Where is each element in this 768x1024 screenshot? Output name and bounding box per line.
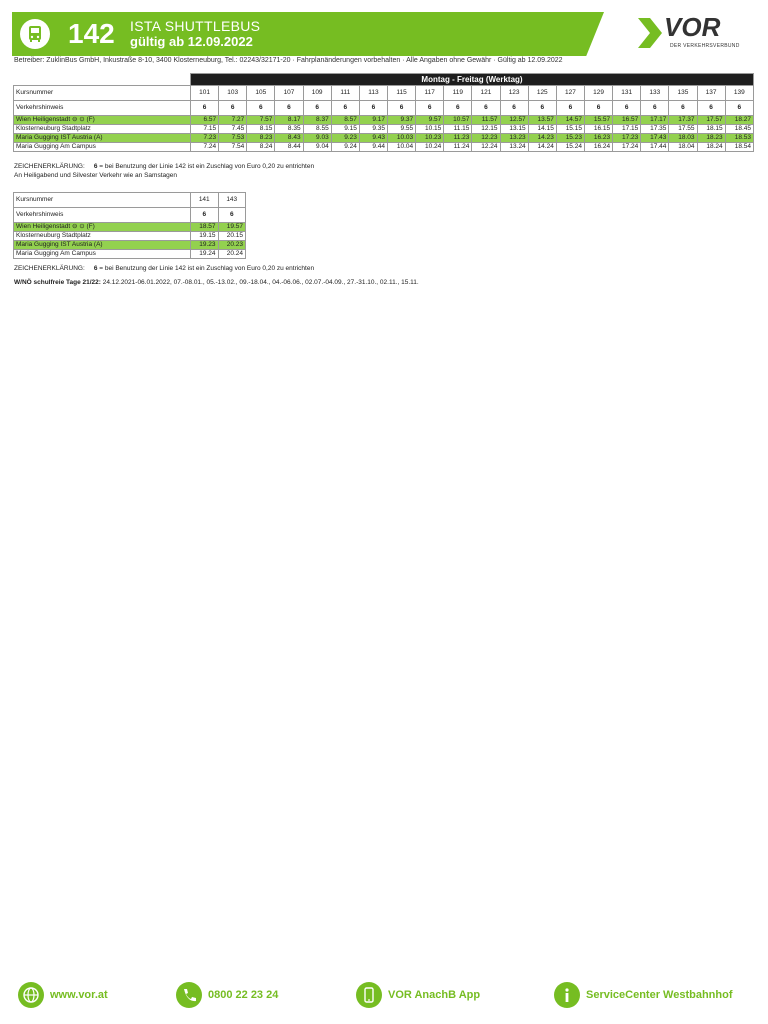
time-cell: 15.23 — [556, 134, 584, 143]
holiday-note: An Heiligabend und Silvester Verkehr wie an Samstagen — [14, 172, 177, 179]
time-cell: 13.15 — [500, 125, 528, 134]
stop-row — [14, 125, 754, 134]
time-cell: 9.15 — [331, 125, 359, 134]
time-cell: 18.23 — [697, 134, 725, 143]
time-cell: 113 — [359, 86, 387, 101]
time-cell: 6 — [528, 101, 556, 116]
time-cell: 16.57 — [613, 116, 641, 125]
row-label: Klosterneuburg Stadtplatz — [14, 125, 191, 134]
time-cell: 6 — [218, 208, 246, 223]
time-cell: 14.24 — [528, 143, 556, 152]
time-cell: 8.24 — [247, 143, 275, 152]
time-cell: 111 — [331, 86, 359, 101]
time-cell: 123 — [500, 86, 528, 101]
time-cell: 103 — [219, 86, 247, 101]
legend-text: = bei Benutzung der Linie 142 ist ein Zuschlag von Euro 0,20 zu entrichten — [99, 163, 315, 170]
time-cell: 9.44 — [359, 143, 387, 152]
time-cell: 19.23 — [191, 241, 219, 250]
time-cell: 12.57 — [500, 116, 528, 125]
time-cell: 6 — [641, 101, 669, 116]
time-cell: 121 — [472, 86, 500, 101]
phone-icon — [176, 982, 202, 1008]
time-cell: 10.24 — [416, 143, 444, 152]
legend-note-1 — [14, 163, 314, 170]
time-cell: 9.03 — [303, 134, 331, 143]
time-cell: 9.35 — [359, 125, 387, 134]
time-cell: 14.57 — [556, 116, 584, 125]
time-cell: 14.23 — [528, 134, 556, 143]
footer — [0, 980, 768, 1012]
time-cell: 7.54 — [219, 143, 247, 152]
time-cell: 15.57 — [584, 116, 612, 125]
time-cell: 18.53 — [725, 134, 753, 143]
time-cell: 17.35 — [641, 125, 669, 134]
time-cell: 11.23 — [444, 134, 472, 143]
time-cell: 17.44 — [641, 143, 669, 152]
bus-icon — [20, 19, 50, 49]
time-cell: 17.17 — [641, 116, 669, 125]
row-label: Maria Gugging Am Campus — [14, 143, 191, 152]
row-label: Maria Gugging Am Campus — [14, 250, 191, 259]
time-cell: 8.23 — [247, 134, 275, 143]
time-cell: 16.23 — [584, 134, 612, 143]
time-cell: 9.24 — [331, 143, 359, 152]
header-banner — [12, 12, 604, 56]
time-cell: 9.17 — [359, 116, 387, 125]
header-spacer — [14, 74, 191, 86]
day-header-row — [14, 74, 754, 86]
time-cell: 17.43 — [641, 134, 669, 143]
evening-timetable — [13, 192, 246, 259]
time-cell: 131 — [613, 86, 641, 101]
smartphone-icon — [356, 982, 382, 1008]
row-label: Verkehrshinweis — [14, 208, 191, 223]
legend-symbol: 6 — [93, 163, 98, 170]
time-cell: 13.57 — [528, 116, 556, 125]
time-cell: 10.04 — [387, 143, 415, 152]
time-cell: 9.23 — [331, 134, 359, 143]
school-free-days — [14, 279, 419, 286]
time-cell: 18.03 — [669, 134, 697, 143]
time-cell: 9.37 — [387, 116, 415, 125]
legend-note-2 — [14, 265, 314, 272]
time-cell: 8.17 — [275, 116, 303, 125]
stop-row — [14, 241, 246, 250]
stop-row — [14, 143, 754, 152]
row-label: Maria Gugging IST Austria (A) — [14, 134, 191, 143]
time-cell: 101 — [191, 86, 219, 101]
course-row — [14, 86, 754, 101]
footer-app-text: VOR AnachB App — [388, 989, 481, 1001]
row-label: Verkehrshinweis — [14, 101, 191, 116]
time-cell: 107 — [275, 86, 303, 101]
time-cell: 17.55 — [669, 125, 697, 134]
time-cell: 6 — [669, 101, 697, 116]
time-cell: 6 — [275, 101, 303, 116]
footer-service-text: ServiceCenter Westbahnhof — [586, 989, 733, 1001]
time-cell: 7.53 — [219, 134, 247, 143]
time-cell: 19.15 — [191, 232, 219, 241]
time-cell: 11.15 — [444, 125, 472, 134]
time-cell: 14.15 — [528, 125, 556, 134]
time-cell: 18.54 — [725, 143, 753, 152]
footer-phone-text: 0800 22 23 24 — [208, 989, 279, 1001]
stop-row — [14, 134, 754, 143]
row-label: Kursnummer — [14, 86, 191, 101]
time-cell: 20.24 — [218, 250, 246, 259]
time-cell: 12.24 — [472, 143, 500, 152]
legend-prefix: ZEICHENERKLÄRUNG: — [14, 265, 85, 272]
time-cell: 6 — [219, 101, 247, 116]
time-cell: 7.24 — [191, 143, 219, 152]
time-cell: 105 — [247, 86, 275, 101]
vor-logo-word: VOR — [664, 12, 721, 42]
time-cell: 18.04 — [669, 143, 697, 152]
time-cell: 9.55 — [387, 125, 415, 134]
time-cell: 6 — [472, 101, 500, 116]
time-cell: 10.23 — [416, 134, 444, 143]
time-cell: 6 — [444, 101, 472, 116]
time-cell: 6 — [387, 101, 415, 116]
time-cell: 18.24 — [697, 143, 725, 152]
school-free-label: W/NÖ schulfreie Tage 21/22: — [14, 279, 101, 286]
time-cell: 8.57 — [331, 116, 359, 125]
time-cell: 9.43 — [359, 134, 387, 143]
row-label: Kursnummer — [14, 193, 191, 208]
time-cell: 17.37 — [669, 116, 697, 125]
time-cell: 18.57 — [191, 223, 219, 232]
time-cell: 7.45 — [219, 125, 247, 134]
time-cell: 8.43 — [275, 134, 303, 143]
time-cell: 15.24 — [556, 143, 584, 152]
time-cell: 17.15 — [613, 125, 641, 134]
time-cell: 8.44 — [275, 143, 303, 152]
time-cell: 7.15 — [191, 125, 219, 134]
time-cell: 8.55 — [303, 125, 331, 134]
legend-text: = bei Benutzung der Linie 142 ist ein Zuschlag von Euro 0,20 zu entrichten — [99, 265, 315, 272]
time-cell: 20.23 — [218, 241, 246, 250]
stop-row — [14, 223, 246, 232]
note-row — [14, 208, 246, 223]
time-cell: 8.35 — [275, 125, 303, 134]
line-number: 142 — [68, 18, 115, 49]
time-cell: 6 — [191, 101, 219, 116]
time-cell: 13.23 — [500, 134, 528, 143]
time-cell: 13.24 — [500, 143, 528, 152]
stop-row — [14, 116, 754, 125]
time-cell: 17.23 — [613, 134, 641, 143]
row-label: Klosterneuburg Stadtplatz — [14, 232, 191, 241]
time-cell: 6 — [331, 101, 359, 116]
time-cell: 117 — [416, 86, 444, 101]
time-cell: 7.23 — [191, 134, 219, 143]
day-type-header: Montag - Freitag (Werktag) — [191, 74, 754, 86]
row-label: Maria Gugging IST Austria (A) — [14, 241, 191, 250]
time-cell: 10.03 — [387, 134, 415, 143]
time-cell: 16.15 — [584, 125, 612, 134]
time-cell: 6 — [247, 101, 275, 116]
time-cell: 6 — [584, 101, 612, 116]
time-cell: 137 — [697, 86, 725, 101]
operator-info: Betreiber: ZuklinBus GmbH, Inkustraße 8-10, 3400 Klosterneuburg, Tel.: 02243/32171-20 · Fahrplanänderungen vorbehalten · Alle Angaben ohne Gewähr · Gültig ab 12.09.2022 — [14, 57, 563, 64]
time-cell: 7.27 — [219, 116, 247, 125]
time-cell: 6 — [359, 101, 387, 116]
vor-logo — [636, 12, 754, 54]
time-cell: 10.57 — [444, 116, 472, 125]
globe-icon — [18, 982, 44, 1008]
note-row — [14, 101, 754, 116]
time-cell: 18.27 — [725, 116, 753, 125]
time-cell: 143 — [218, 193, 246, 208]
time-cell: 6.57 — [191, 116, 219, 125]
time-cell: 12.15 — [472, 125, 500, 134]
time-cell: 6 — [725, 101, 753, 116]
time-cell: 7.57 — [247, 116, 275, 125]
row-label: Wien Heiligenstadt ⊖ ⊙ (F) — [14, 223, 191, 232]
vor-logo-mark — [636, 16, 664, 50]
time-cell: 6 — [191, 208, 219, 223]
time-cell: 6 — [697, 101, 725, 116]
info-icon — [554, 982, 580, 1008]
time-cell: 127 — [556, 86, 584, 101]
time-cell: 9.57 — [416, 116, 444, 125]
time-cell: 19.57 — [218, 223, 246, 232]
time-cell: 16.24 — [584, 143, 612, 152]
time-cell: 109 — [303, 86, 331, 101]
time-cell: 125 — [528, 86, 556, 101]
time-cell: 20.15 — [218, 232, 246, 241]
time-cell: 6 — [500, 101, 528, 116]
time-cell: 18.45 — [725, 125, 753, 134]
time-cell: 11.24 — [444, 143, 472, 152]
stop-row — [14, 232, 246, 241]
time-cell: 9.04 — [303, 143, 331, 152]
valid-from: gültig ab 12.09.2022 — [130, 34, 253, 49]
time-cell: 17.24 — [613, 143, 641, 152]
row-label: Wien Heiligenstadt ⊖ ⊙ (F) — [14, 116, 191, 125]
time-cell: 135 — [669, 86, 697, 101]
line-title: ISTA SHUTTLEBUS — [130, 18, 261, 34]
school-free-dates: 24.12.2021-06.01.2022, 07.-08.01., 05.-13.02., 09.-18.04., 04.-06.06., 02.07.-04.09., 27.-31.10., 02.11., 15.11. — [100, 279, 419, 286]
time-cell: 11.57 — [472, 116, 500, 125]
time-cell: 18.15 — [697, 125, 725, 134]
vor-logo-subtitle: DER VERKEHRSVERBUND — [670, 43, 740, 49]
time-cell: 12.23 — [472, 134, 500, 143]
legend-prefix: ZEICHENERKLÄRUNG: — [14, 163, 85, 170]
time-cell: 19.24 — [191, 250, 219, 259]
time-cell: 8.37 — [303, 116, 331, 125]
footer-web-text: www.vor.at — [50, 989, 108, 1001]
time-cell: 6 — [416, 101, 444, 116]
time-cell: 17.57 — [697, 116, 725, 125]
time-cell: 15.15 — [556, 125, 584, 134]
time-cell: 6 — [613, 101, 641, 116]
weekday-timetable — [13, 73, 754, 152]
time-cell: 115 — [387, 86, 415, 101]
time-cell: 10.15 — [416, 125, 444, 134]
stop-row — [14, 250, 246, 259]
time-cell: 6 — [303, 101, 331, 116]
time-cell: 6 — [556, 101, 584, 116]
time-cell: 133 — [641, 86, 669, 101]
time-cell: 141 — [191, 193, 219, 208]
time-cell: 139 — [725, 86, 753, 101]
time-cell: 8.15 — [247, 125, 275, 134]
time-cell: 119 — [444, 86, 472, 101]
time-cell: 129 — [584, 86, 612, 101]
legend-symbol: 6 — [93, 265, 98, 272]
course-row — [14, 193, 246, 208]
